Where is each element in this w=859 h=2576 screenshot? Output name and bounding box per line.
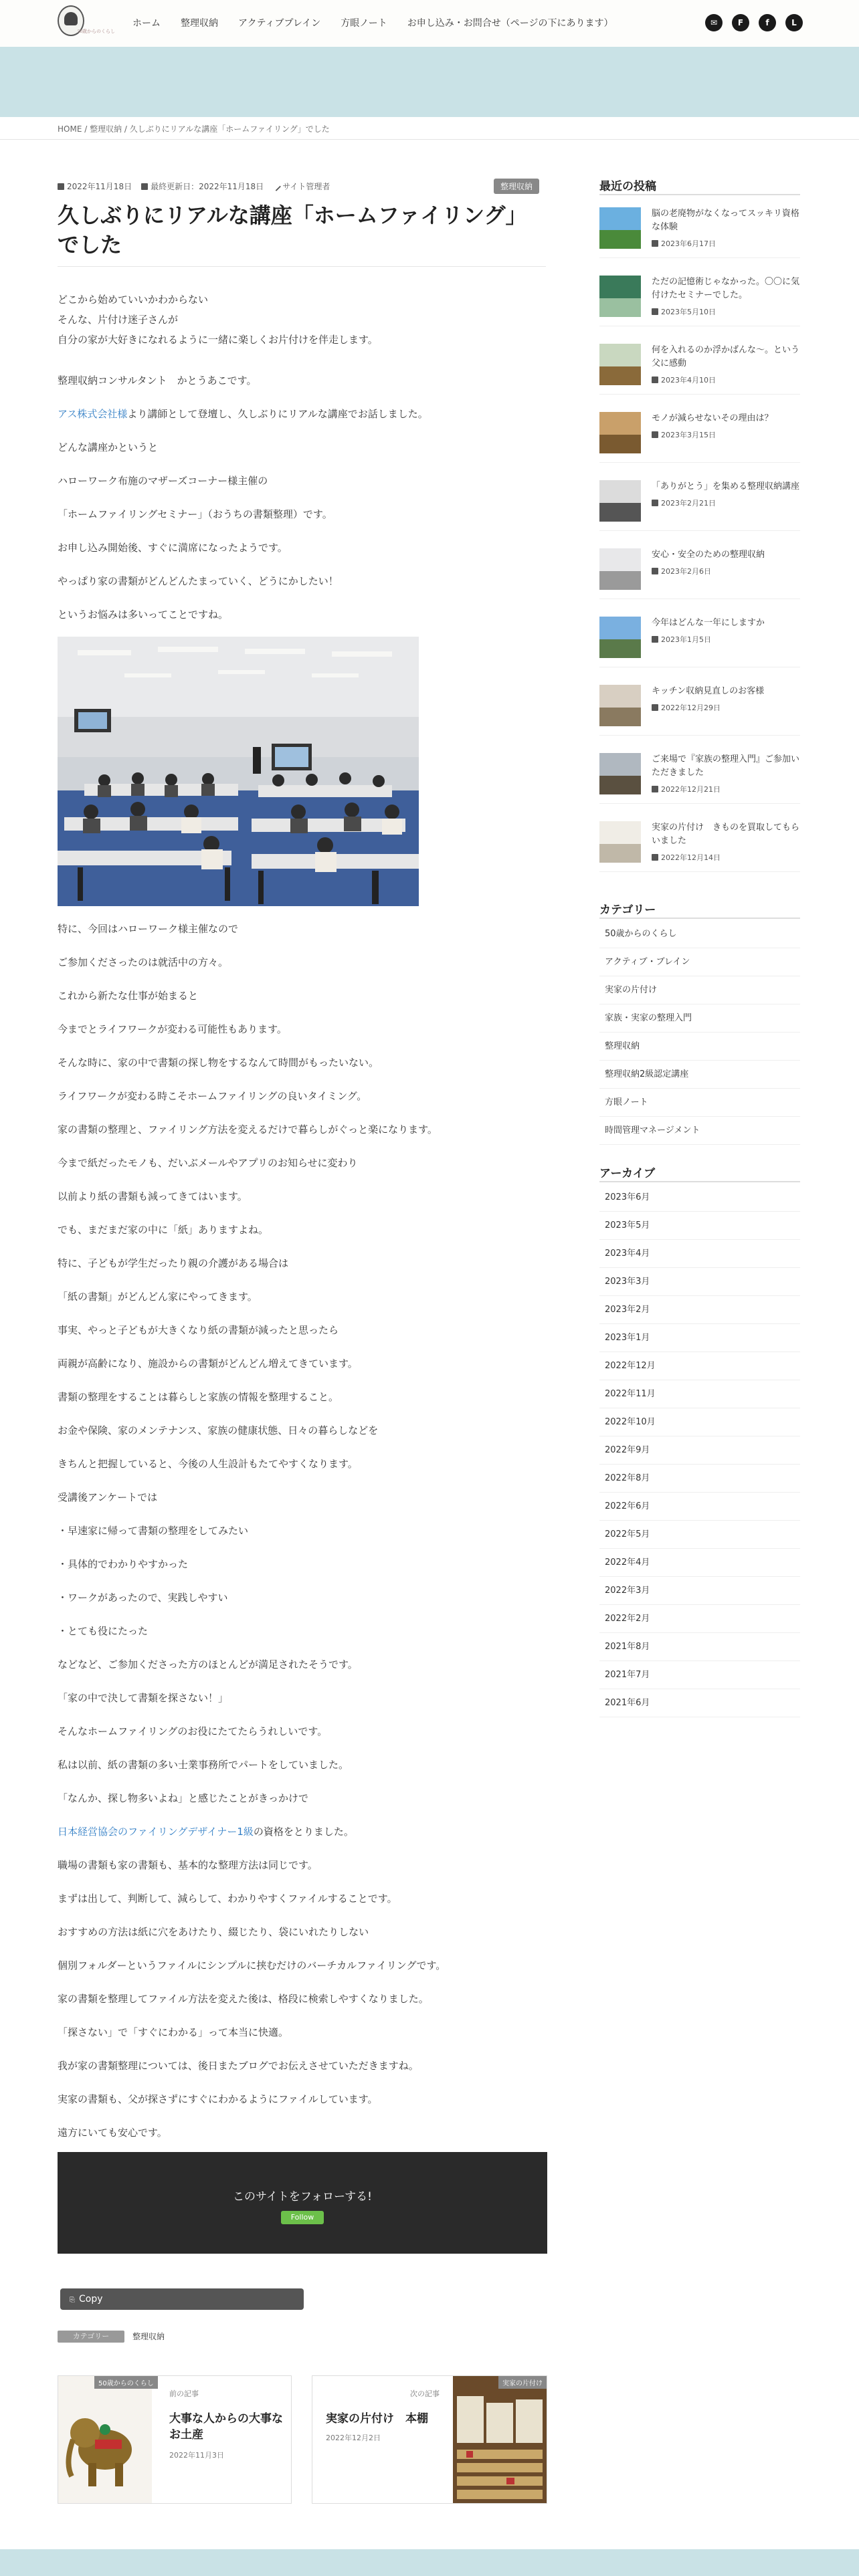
author: サイト管理者 (273, 181, 330, 192)
refresh-icon (141, 183, 148, 190)
recent-post-title: キッチン収納見直しのお客様 (652, 686, 765, 696)
archive-item[interactable]: 2022年12月 (599, 1352, 800, 1380)
facebook-icon[interactable]: f (759, 14, 776, 31)
calendar-icon (652, 854, 658, 861)
paragraph: やっぱり家の書類がどんどんたまっていく、どうにかしたい！ (58, 575, 339, 587)
paragraph: でも、まだまだ家の中に「紙」ありますよね。 (58, 1224, 269, 1236)
sns-links (705, 14, 803, 31)
recent-post-title: ご来場で『家族の整理入門』ご参加いただきました (652, 754, 800, 778)
category-item[interactable]: 方眼ノート (599, 1089, 800, 1117)
paragraph: 家の書類を整理してファイル方法を変えた後は、格段に検索しやすくなりました。 (58, 1993, 429, 2005)
pencil-icon (272, 181, 281, 191)
paragraph: 「探さない」で「すぐにわかる」って本当に快適。 (58, 2026, 289, 2038)
next-post-label: 次の記事 (410, 2389, 440, 2398)
intro-line: そんな、片付け迷子さんが (58, 314, 179, 326)
category-tag-label: カテゴリー (58, 2331, 124, 2343)
nav-item-home[interactable]: ホーム (132, 18, 161, 29)
recent-post-item[interactable] (599, 678, 800, 736)
company-line-text: より講師として登壇し、久しぶりにリアルな講座でお話しました。 (127, 408, 428, 420)
archive-item[interactable]: 2021年6月 (599, 1689, 800, 1717)
archive-item[interactable]: 2022年11月 (599, 1380, 800, 1408)
calendar-icon (652, 240, 658, 247)
jfa-link[interactable]: 日本経営協会のファイリングデザイナー1級 (58, 1826, 254, 1838)
recent-post-title: 実家の片付け きものを買取してもらいました (652, 823, 800, 846)
prev-post-date: 2022年11月3日 (169, 2451, 224, 2460)
page-title: 久しぶりにリアルな講座「ホームファイリング」でした (58, 203, 527, 257)
next-post-card[interactable] (312, 2375, 547, 2504)
paragraph: 今まで紙だったモノも、だいぶメールやアプリのお知らせに変わり (58, 1157, 358, 1169)
archive-item[interactable]: 2021年8月 (599, 1633, 800, 1661)
copy-button[interactable] (60, 2288, 304, 2310)
paragraph: これから新たな仕事が始まると (58, 990, 199, 1002)
recent-post-date-text: 2023年2月21日 (661, 499, 716, 508)
next-post-thumb (453, 2376, 547, 2503)
recent-post-title: 安心・安全のための整理収納 (652, 550, 765, 560)
paragraph: そんなホームファイリングのお役にたてたらうれしいです。 (58, 1725, 328, 1737)
copy-icon: ⎘ (70, 2296, 75, 2304)
header-band (0, 47, 859, 117)
seminar-photo (58, 637, 419, 906)
paragraph: ご参加くださったのは就活中の方々。 (58, 956, 229, 968)
nav-item-active-brain[interactable]: アクティブプレイン (238, 18, 321, 29)
logo-text: 50歳からのくらし (78, 29, 115, 34)
archive-item[interactable]: 2022年6月 (599, 1493, 800, 1521)
category-item[interactable]: 実家の片付け (599, 976, 800, 1004)
paragraph: ハローワーク布施のマザーズコーナー様主催の (58, 475, 268, 487)
category-item[interactable]: 整理収納2級認定講座 (599, 1061, 800, 1089)
recent-post-thumb (599, 412, 641, 453)
recent-post-item[interactable] (599, 201, 800, 258)
recent-post-date-text: 2023年4月10日 (661, 376, 716, 385)
prev-post-title: 大事な人からの大事なお土産 (169, 2412, 283, 2442)
recent-post-title: モノが減らせないその理由は？ (652, 413, 773, 423)
recent-post-date (652, 429, 716, 440)
recent-post-title: ただの記憶術じゃなかった。〇〇に気付けたセミナーでした。 (652, 277, 800, 300)
calendar-icon (652, 568, 658, 574)
nav-item-organize[interactable]: 整理収納 (181, 18, 218, 29)
recent-post-thumb (599, 276, 641, 317)
breadcrumb[interactable]: HOME / 整理収納 / 久しぶりにリアルな講座「ホームファイリング」でした (58, 124, 330, 134)
jfa-line (58, 1824, 546, 1838)
paragraph: 遠方にいても安心です。 (58, 2127, 167, 2139)
recent-post-date (652, 306, 716, 317)
calendar-icon (652, 308, 658, 315)
recent-post-item[interactable] (599, 542, 800, 599)
intro-line: 自分の家が大好きになれるように一緒に楽しくお片付けを伴走します。 (58, 334, 378, 346)
prev-post-label: 前の記事 (169, 2389, 199, 2398)
logo-mark-icon (64, 12, 78, 25)
paragraph: お金や保険、家のメンテナンス、家族の健康状態、日々の暮らしなどを (58, 1424, 379, 1436)
recent-post-thumb (599, 753, 641, 794)
paragraph: ・とても役にたった (58, 1625, 149, 1637)
category-item[interactable]: アクティブ・ブレイン (599, 948, 800, 976)
paragraph: お申し込み開始後、すぐに満席になったようです。 (58, 542, 288, 554)
calendar-icon (652, 431, 658, 438)
paragraph: 「家の中で決して書類を探さない！」 (58, 1692, 229, 1704)
nav-item-contact[interactable]: お申し込み・お問合せ（ページの下にあります） (407, 18, 613, 29)
paragraph: ・具体的でわかりやすかった (58, 1558, 189, 1570)
follow-title: このサイトをフォローする! (233, 2190, 372, 2204)
bookshelf-image (453, 2376, 547, 2503)
archive-item[interactable]: 2022年8月 (599, 1465, 800, 1493)
post-meta (58, 181, 330, 192)
recent-post-date-text: 2023年2月6日 (661, 567, 711, 576)
calendar-icon (652, 636, 658, 643)
calendar-icon (58, 183, 64, 190)
paragraph: 我が家の書類整理については、後日またブログでお伝えさせていただきますね。 (58, 2060, 419, 2072)
recent-post-date (652, 566, 711, 576)
paragraph: 私は以前、紙の書類の多い士業事務所でパートをしていました。 (58, 1759, 349, 1771)
recent-post-title: 「ありがとう」を集める整理収納講座 (652, 481, 800, 492)
archive-item[interactable]: 2023年3月 (599, 1268, 800, 1296)
recent-post-title: 脳の老廃物がなくなってスッキリ資格な体験 (652, 209, 799, 232)
published-date: 2022年11月18日 (58, 181, 132, 192)
next-post-date: 2022年12月2日 (326, 2434, 381, 2442)
paragraph: などなど、ご参加くださった方のほとんどが満足されたそうです。 (58, 1658, 358, 1671)
recent-post-item[interactable] (599, 746, 800, 804)
recent-post-title: 何を入れるのか浮かばんな～。という父に感動 (652, 345, 800, 368)
calendar-icon (652, 786, 658, 792)
mail-icon[interactable]: ✉ (705, 14, 723, 31)
follow-button[interactable]: Follow (281, 2211, 324, 2224)
paragraph: ライフワークが変わる時こそホームファイリングの良いタイミング。 (58, 1090, 367, 1102)
recent-post-date-text: 2022年12月21日 (661, 785, 721, 794)
line-icon[interactable]: L (785, 14, 803, 31)
recent-post-thumb (599, 821, 641, 863)
archive-item[interactable]: 2022年5月 (599, 1521, 800, 1549)
recent-post-date-text: 2023年5月10日 (661, 308, 716, 316)
updated-date: 最終更新日：2022年11月18日 (141, 181, 264, 192)
paragraph: 両親が高齢になり、施設からの書類がどんどん増えてきています。 (58, 1358, 358, 1370)
paragraph: 個別フォルダーというファイルにシンプルに挟むだけのバーチカルファイリングです。 (58, 1959, 446, 1971)
category-heading: カテゴリー (599, 903, 656, 917)
site-logo[interactable] (58, 5, 115, 41)
paragraph: 職場の書類も家の書類も、基本的な整理方法は同じです。 (58, 1859, 318, 1871)
prev-post-category: 50歳からのくらし (94, 2376, 158, 2389)
feedly-icon[interactable]: F (732, 14, 749, 31)
archive-item[interactable]: 2022年3月 (599, 1577, 800, 1605)
paragraph: どんな講座かというと (58, 441, 159, 453)
divider (599, 194, 800, 195)
category-item[interactable]: 時間管理マネージメント (599, 1117, 800, 1145)
next-post-title: 実家の片付け 本棚 (326, 2412, 428, 2426)
recent-post-item[interactable] (599, 337, 800, 395)
follow-box (58, 2152, 547, 2254)
paragraph: 今までとライフワークが変わる可能性もあります。 (58, 1023, 287, 1035)
paragraph: まずは出して、判断して、減らして、わかりやすくファイルすることです。 (58, 1893, 397, 1905)
archive-item[interactable]: 2023年4月 (599, 1240, 800, 1268)
category-badge[interactable]: 整理収納 (494, 179, 539, 194)
recent-post-date-text: 2022年12月14日 (661, 853, 721, 862)
archive-item[interactable]: 2023年6月 (599, 1184, 800, 1212)
company-line (58, 407, 546, 421)
recent-post-date-text: 2023年6月17日 (661, 239, 716, 248)
paragraph: 事実、やっと子どもが大きくなり紙の書類が減ったと思ったら (58, 1324, 339, 1336)
calendar-icon (652, 377, 658, 383)
recent-post-thumb (599, 344, 641, 385)
recent-post-thumb (599, 207, 641, 249)
paragraph: ・ワークがあったので、実践しやすい (58, 1592, 228, 1604)
recent-post-thumb (599, 685, 641, 726)
recent-post-date (652, 634, 711, 645)
recent-post-date-text: 2023年3月15日 (661, 431, 716, 439)
consultant-line: 整理収納コンサルタント かとうあこです。 (58, 374, 257, 387)
paragraph: 特に、今回はハローワーク様主催なので (58, 923, 239, 935)
recent-post-date (652, 702, 721, 713)
archive-item[interactable]: 2022年2月 (599, 1605, 800, 1633)
recent-post-date (652, 498, 716, 508)
archive-heading: アーカイブ (599, 1167, 656, 1180)
calendar-icon (652, 500, 658, 506)
recent-post-date (652, 784, 721, 794)
archive-item[interactable]: 2021年7月 (599, 1661, 800, 1689)
recent-post-thumb (599, 617, 641, 658)
next-post-category: 実家の片付け (498, 2376, 547, 2389)
paragraph: 実家の書類も、父が探さずにすぐにわかるようにファイルしています。 (58, 2093, 378, 2105)
recent-post-thumb (599, 548, 641, 590)
recent-post-item[interactable] (599, 405, 800, 463)
prev-post-thumb (58, 2376, 152, 2503)
paragraph: 以前より紙の書類も減ってきてはいます。 (58, 1190, 248, 1202)
seminar-room-image (58, 637, 419, 906)
footer-band (0, 2549, 859, 2576)
recent-post-item[interactable] (599, 473, 800, 531)
paragraph: 「ホームファイリングセミナー」（おうちの書類整理）です。 (58, 508, 332, 520)
paragraph: そんな時に、家の中で書類の探し物をするなんて時間がもったいない。 (58, 1057, 379, 1069)
recent-post-date (652, 852, 721, 863)
archive-item[interactable]: 2023年1月 (599, 1324, 800, 1352)
copy-label: Copy (79, 2294, 103, 2304)
company-link[interactable]: アス株式会社様 (58, 408, 128, 420)
category-item[interactable]: 整理収納 (599, 1033, 800, 1061)
archive-item[interactable]: 2023年5月 (599, 1212, 800, 1240)
archive-item[interactable]: 2023年2月 (599, 1296, 800, 1324)
calendar-icon (652, 704, 658, 711)
jfa-line-text: の資格をとりました。 (253, 1826, 354, 1838)
intro-line: どこから始めていいかわからない (58, 294, 209, 306)
recent-post-thumb (599, 480, 641, 522)
paragraph: おすすめの方法は紙に穴をあけたり、綴じたり、袋にいれたりしない (58, 1926, 369, 1938)
divider (58, 266, 546, 267)
prev-post-card[interactable] (58, 2375, 292, 2504)
archive-item[interactable]: 2022年9月 (599, 1436, 800, 1465)
archive-item[interactable]: 2022年10月 (599, 1408, 800, 1436)
archive-item[interactable]: 2022年4月 (599, 1549, 800, 1577)
paragraph: きちんと把握していると、今後の人生設計もたてやすくなります。 (58, 1458, 358, 1470)
paragraph: というお悩みは多いってことですね。 (58, 609, 229, 621)
recent-post-title: 今年はどんな一年にしますか (652, 618, 765, 628)
recent-post-date-text: 2023年1月5日 (661, 635, 711, 644)
paragraph: ・早速家に帰って書類の整理をしてみたい (58, 1525, 249, 1537)
divider (0, 139, 859, 140)
site-header (0, 0, 859, 47)
recent-post-item[interactable] (599, 610, 800, 667)
nav-item-grid-note[interactable]: 方眼ノート (341, 18, 387, 29)
category-tag-link[interactable]: 整理収納 (132, 2332, 165, 2341)
recent-post-date-text: 2022年12月29日 (661, 704, 721, 712)
divider (599, 918, 800, 919)
category-item[interactable]: 50歳からのくらし (599, 920, 800, 948)
recent-post-date (652, 374, 716, 385)
divider (599, 1181, 800, 1182)
paragraph: 「紙の書類」がどんどん家にやってきます。 (58, 1291, 258, 1303)
recent-post-item[interactable] (599, 815, 800, 872)
paragraph: 「なんか、探し物多いよね」と感じたことがきっかけで (58, 1792, 309, 1804)
paragraph: 書類の整理をすることは暮らしと家族の情報を整理すること。 (58, 1391, 339, 1403)
category-item[interactable]: 家族・実家の整理入門 (599, 1004, 800, 1033)
recent-posts-heading: 最近の投稿 (599, 180, 656, 193)
recent-post-date (652, 238, 716, 249)
recent-post-item[interactable] (599, 269, 800, 326)
elephant-image (58, 2376, 152, 2503)
paragraph: 特に、子どもが学生だったり親の介護がある場合は (58, 1257, 289, 1269)
paragraph: 家の書類の整理と、ファイリング方法を変えるだけで暮らしがぐっと楽になります。 (58, 1123, 438, 1136)
paragraph: 受講後アンケートでは (58, 1491, 158, 1503)
global-nav (132, 16, 613, 29)
